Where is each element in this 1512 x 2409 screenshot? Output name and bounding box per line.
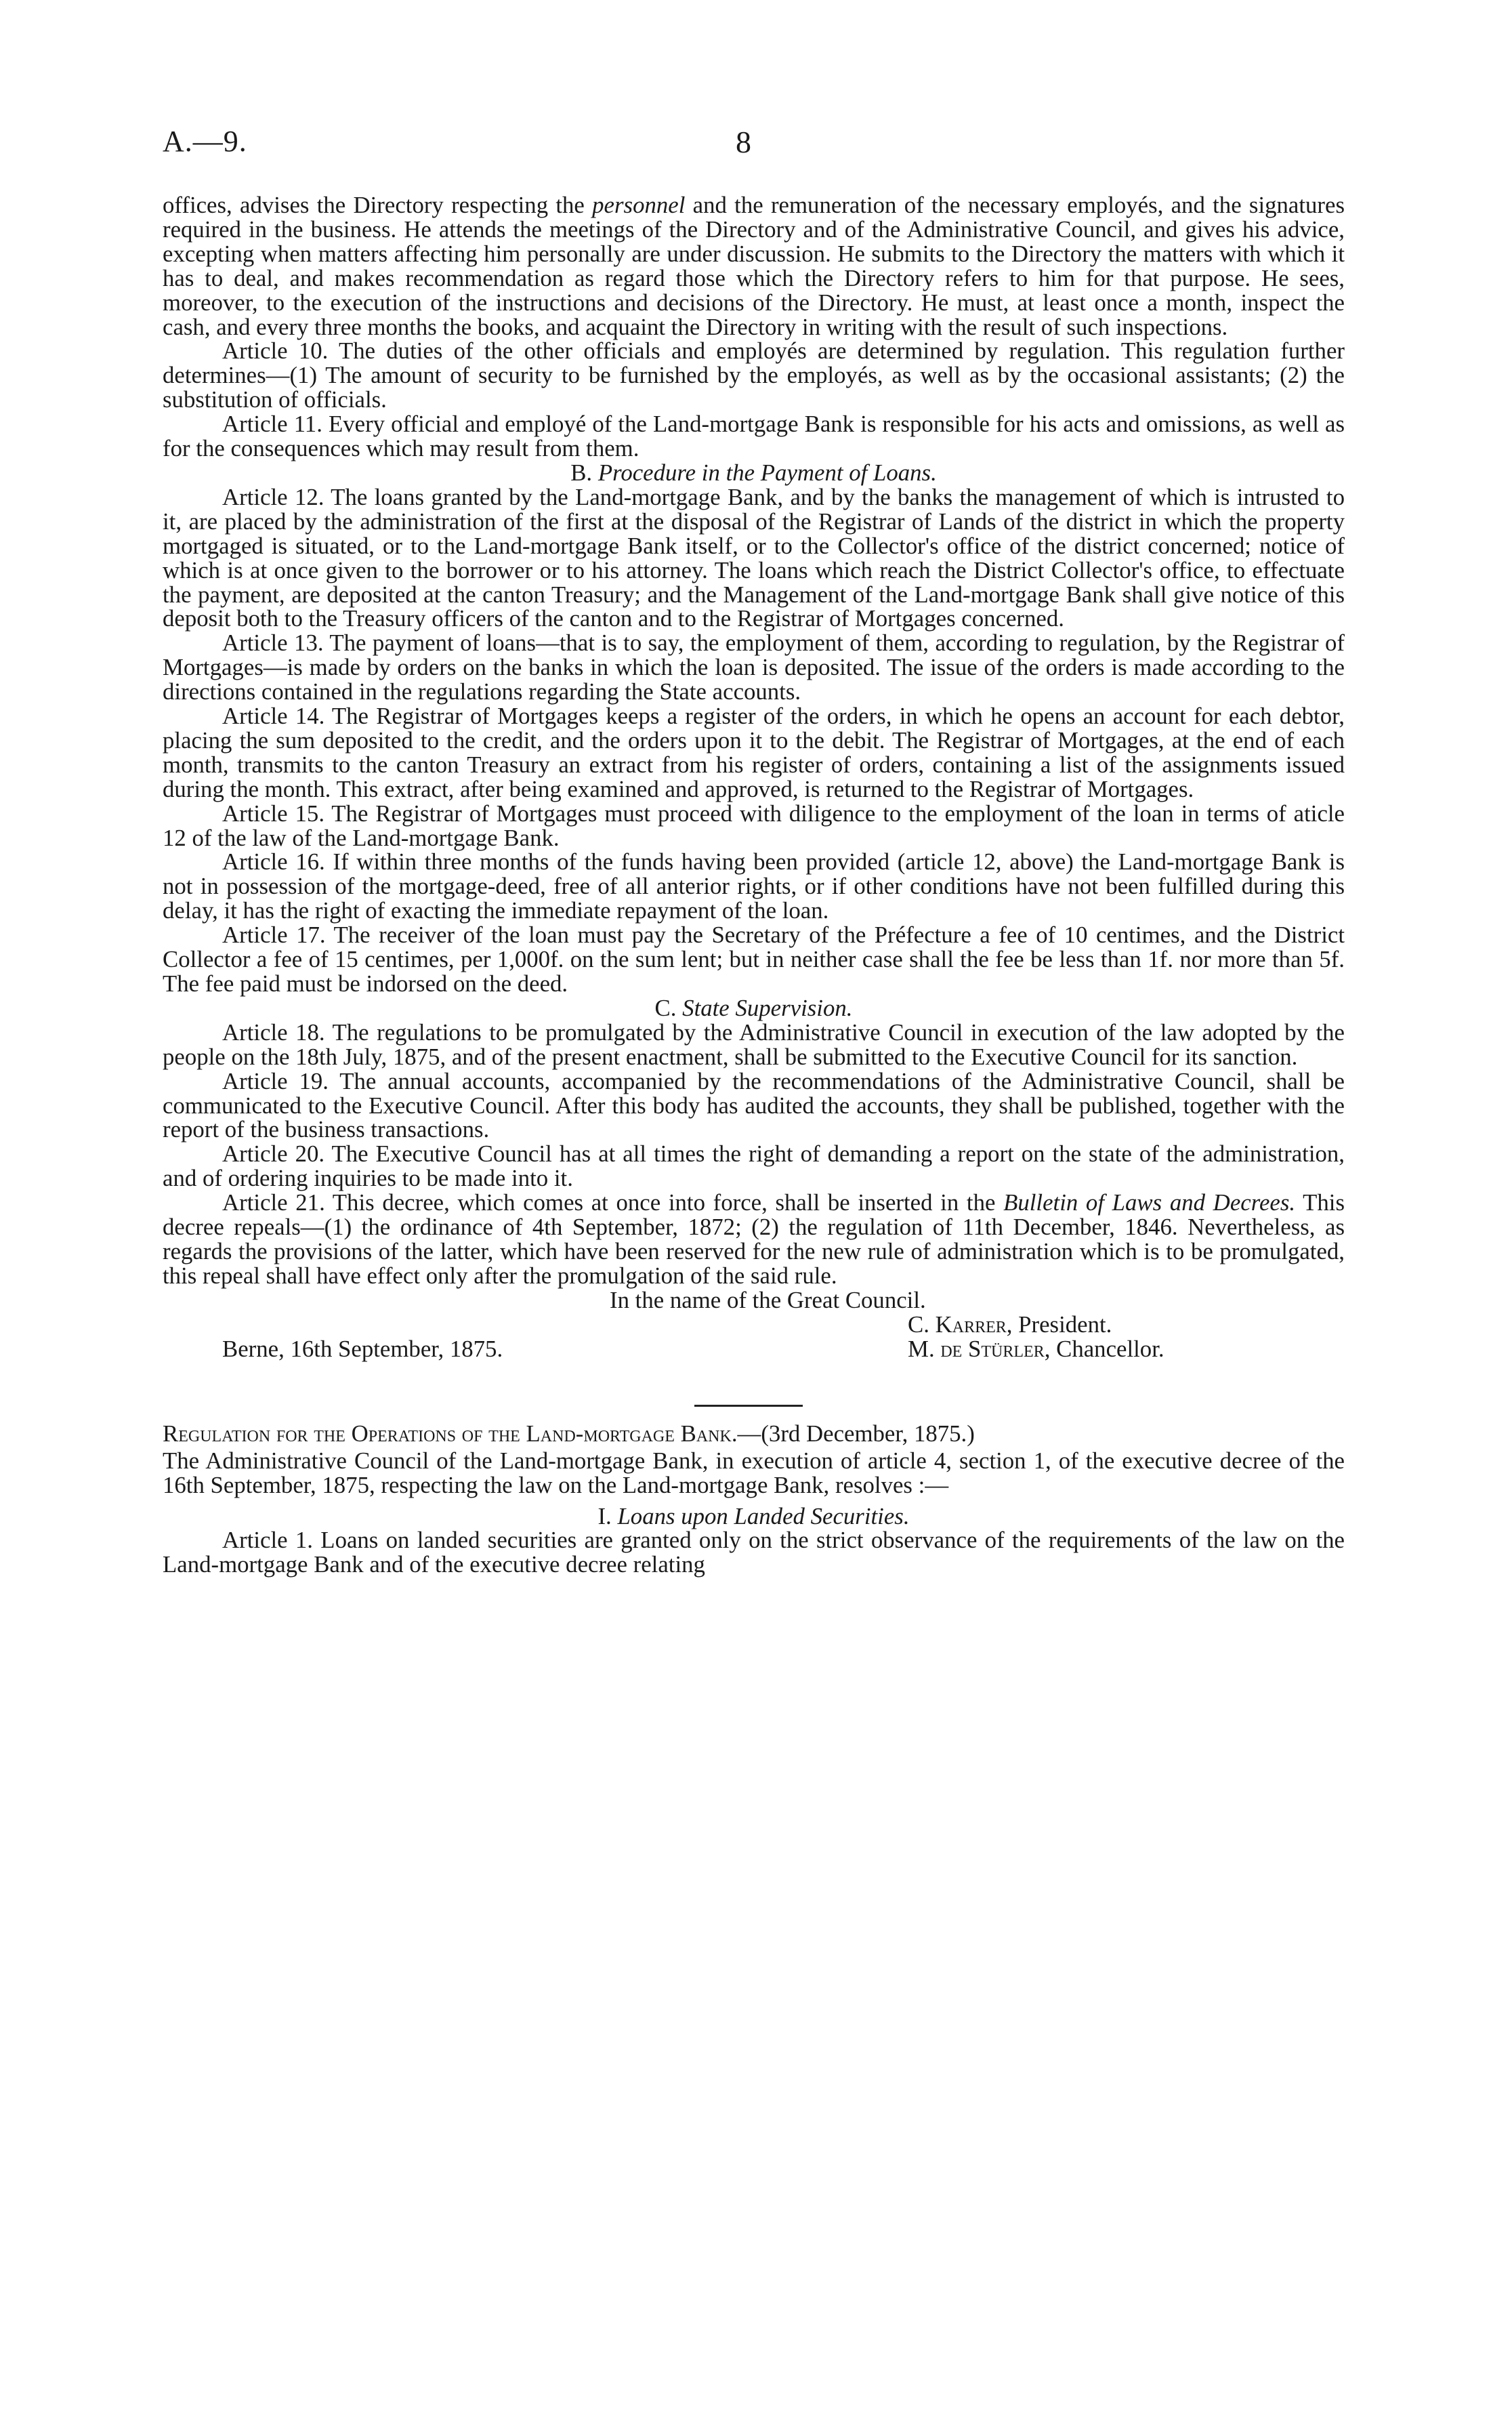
section-heading-c (163, 996, 1345, 1021)
paragraph-article-16: Article 16. If within three months of the funds having been provided (article 12, above) the Land-mortgage Bank is not in possession of the mortgage-deed, free of all anterior rights, or if other conditions have not been fulfilled during this delay, it has the right of exacting the immediate repayment of the loan. (163, 848, 1345, 924)
regulation-title-text: Regulation for the Operations of the Land-mortgage Bank. (163, 1420, 738, 1447)
section-i-prefix: I. (597, 1502, 612, 1529)
paragraph-article-17: Article 17. The receiver of the loan must pay the Secretary of the Préfecture a fee of 10 centimes, and the District Collector a fee of 15 centimes, per 1,000f. on the sum lent; but in neither case shall the fee be less than 1f. nor more than 5f. The fee paid must be indorsed on the deed. (163, 922, 1345, 997)
paragraph-article-13: Article 13. The payment of loans—that is to say, the employment of them, according to regulation, by the Registrar of Mortgages—is made by orders on the banks in which the loan is deposited. The issue of the orders is made according to the directions contained in the regulations regarding the State accounts. (163, 630, 1345, 705)
regulation-title (163, 1422, 1345, 1446)
regulation-date: —(3rd December, 1875.) (737, 1420, 975, 1447)
paragraph-article-20: Article 20. The Executive Council has at all times the right of demanding a report on the state of the administration, and of ordering inquiries to be made into it. (163, 1140, 1345, 1192)
section-c-prefix: C. (654, 994, 677, 1021)
small-caps-name: Karrer (935, 1311, 1007, 1338)
place-date: Berne, 16th September, 1875. (222, 1335, 503, 1362)
document-body (163, 193, 1345, 1577)
small-caps-name: de Stürler (940, 1335, 1045, 1362)
italic-personnel: personnel (592, 192, 686, 218)
signature-block (163, 1288, 1345, 1390)
article-21-text-2: This decree repeals—(1) the ordinance of 4th September, 1872; (2) the regulation of 11th December, 1846. Nevertheless, as regards the provisions of the latter, which have been reserved for the new rule of administration which is to be promulgated, this repeal shall have effect only after the promulgation of the said rule. (163, 1189, 1345, 1289)
paragraph-article-19: Article 19. The annual accounts, accompanied by the recommendations of the Administrative Council, shall be communicated to the Executive Council. After this body has audited the accounts, they shall be published, together with the report of the business transactions. (163, 1067, 1345, 1143)
section-b-title: Procedure in the Payment of Loans. (597, 459, 937, 486)
page-number: 8 (736, 125, 751, 159)
paragraph-article-11: Article 11. Every official and employé of the Land-mortgage Bank is responsible for his acts and omissions, as well as for the consequences which may result from them. (163, 411, 1345, 462)
section-heading-i (163, 1504, 1345, 1529)
regulation-intro: The Administrative Council of the Land-mortgage Bank, in execution of article 4, section 1, of the executive decree of the 16th September, 1875, respecting the law on the Land-mortgage Bank, resolves :— (163, 1447, 1345, 1498)
paragraph-article-21 (163, 1191, 1345, 1288)
bulletin-title: Bulletin of Laws and Decrees. (1003, 1189, 1296, 1216)
header-reference: A.—9. (163, 125, 247, 158)
article-21-text-1: Article 21. This decree, which comes at once into force, shall be inserted in the (222, 1189, 1004, 1216)
president-signature: C. Karrer, President. (908, 1311, 1112, 1338)
paragraph-article-15: Article 15. The Registrar of Mortgages must proceed with diligence to the employment of the loan in terms of aticle 12 of the law of the Land-mortgage Bank. (163, 800, 1345, 851)
divider-rule (694, 1405, 803, 1407)
section-heading-b (163, 461, 1345, 485)
paragraph-regulation-article-1: Article 1. Loans on landed securities are granted only on the strict observance of the requirements of the law on the Land-mortgage Bank and of the executive decree relating (163, 1527, 1345, 1578)
chancellor-signature: M. de Stürler, Chancellor. (908, 1335, 1164, 1362)
section-i-title: Loans upon Landed Securities. (617, 1502, 910, 1529)
paragraph-article-10: Article 10. The duties of the other officials and employés are determined by regulation. This regulation further determines—(1) The amount of security to be furnished by the employés, as well as by the occasional assistants; (2) the substitution of officials. (163, 337, 1345, 413)
section-b-prefix: B. (570, 459, 593, 486)
paragraph-offices: offices, advises the Directory respecting the personnel and the remuneration of the necessary employés, and the signatures required in the business. He attends the meetings of the Directory and of the Administrative Council, and gives his advice, excepting when matters affecting him personally are under discussion. He submits to the Directory the matters with which it has to deal, and makes recommendation as regard those which the Directory refers to him for that purpose. He sees, moreover, to the execution of the instructions and decisions of the Directory. He must, at least once a month, inspect the cash, and every three months the books, and acquaint the Directory in writing with the result of such inspections. (163, 192, 1345, 340)
paragraph-article-14: Article 14. The Registrar of Mortgages keeps a register of the orders, in which he opens an account for each debtor, placing the sum deposited to the credit, and the orders upon it to the debit. The Registrar of Mortgages, at the end of each month, transmits to the canton Treasury an extract from his register of orders, containing a list of the assignments issued during the month. This extract, after being examined and approved, is returned to the Registrar of Mortgages. (163, 703, 1345, 802)
great-council-line: In the name of the Great Council. (610, 1286, 926, 1313)
section-c-title: State Supervision. (682, 994, 853, 1021)
paragraph-article-18: Article 18. The regulations to be promulgated by the Administrative Council in execution of the law adopted by the people on the 18th July, 1875, and of the present enactment, shall be submitted to the Executive Council for its sanction. (163, 1018, 1345, 1070)
paragraph-article-12: Article 12. The loans granted by the Land-mortgage Bank, and by the banks the management of which is intrusted to it, are placed by the administration of the first at the disposal of the Registrar of Lands of the district in which the property mortgaged is situated, or to the Land-mortgage Bank itself, or to the Collector's office of the district concerned; notice of which is at once given to the borrower or to his attorney. The loans which reach the District Collector's office, to effectuate the payment, are deposited at the canton Treasury; and the Management of the Land-mortgage Bank shall give notice of this deposit both to the Treasury officers of the canton and to the Registrar of Mortgages concerned. (163, 483, 1345, 632)
